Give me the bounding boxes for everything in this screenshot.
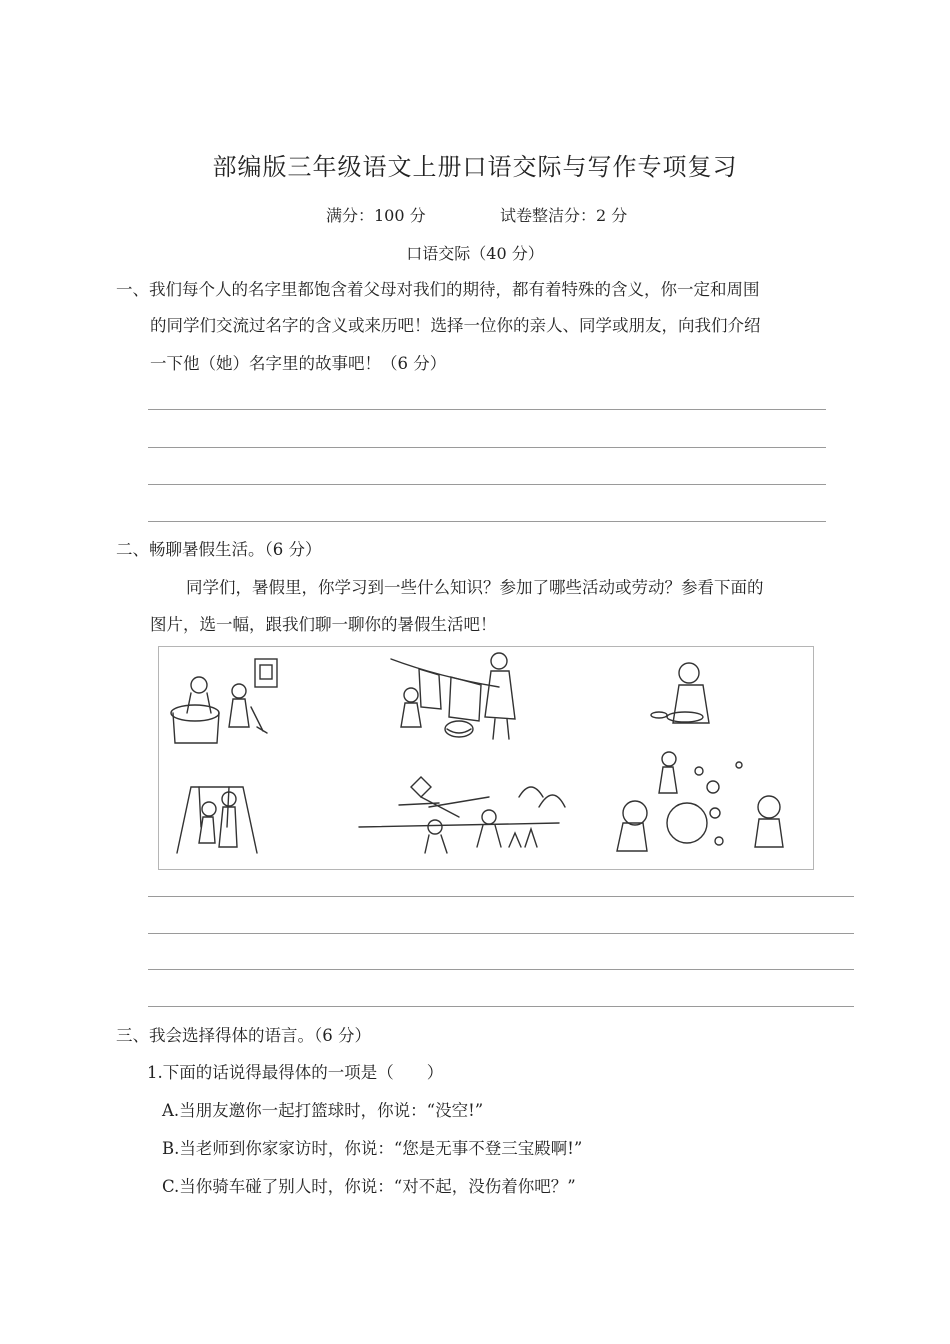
q1-line-3: 一下他（她）名字里的故事吧！（6 分）	[150, 354, 447, 373]
q3-subquestion: 1.下面的话说得最得体的一项是（ ）	[147, 1063, 444, 1082]
q2-heading: 二、畅聊暑假生活。（6 分）	[116, 540, 322, 559]
cooking-illustration	[651, 663, 709, 723]
answer-line[interactable]	[148, 969, 854, 970]
answer-line[interactable]	[148, 447, 826, 448]
housework-illustration	[171, 659, 277, 743]
bubbles-illustration	[617, 752, 783, 851]
neatness-score: 试卷整洁分：2 分	[500, 206, 628, 225]
q1-line-1: 一、我们每个人的名字里都饱含着父母对我们的期待，都有着特殊的含义，你一定和周围	[116, 280, 760, 299]
q2-line-2: 图片，选一幅，跟我们聊一聊你的暑假生活吧！	[150, 615, 497, 634]
summer-illustrations	[158, 646, 814, 870]
q2-line-1: 同学们，暑假里，你学习到一些什么知识？参加了哪些活动或劳动？参看下面的	[186, 578, 764, 597]
document-title: 部编版三年级语文上册口语交际与写作专项复习	[212, 153, 738, 181]
option-c[interactable]: C.当你骑车碰了别人时，你说：“对不起，没伤着你吧？”	[162, 1177, 576, 1196]
full-score: 满分：100 分	[326, 206, 426, 225]
answer-line[interactable]	[148, 933, 854, 934]
answer-line[interactable]	[148, 1006, 854, 1007]
answer-line[interactable]	[148, 484, 826, 485]
q3-heading: 三、我会选择得体的语言。（6 分）	[116, 1026, 371, 1045]
q1-line-2: 的同学们交流过名字的含义或来历吧！选择一位你的亲人、同学或朋友，向我们介绍	[150, 316, 761, 335]
section-heading: 口语交际（40 分）	[406, 244, 544, 263]
laundry-illustration	[391, 653, 515, 739]
answer-line[interactable]	[148, 896, 854, 897]
kite-flying-illustration	[359, 777, 565, 853]
swing-illustration	[177, 787, 257, 853]
option-b[interactable]: B.当老师到你家家访时，你说：“您是无事不登三宝殿啊!”	[162, 1139, 583, 1158]
answer-line[interactable]	[148, 521, 826, 522]
answer-line[interactable]	[148, 409, 826, 410]
option-a[interactable]: A.当朋友邀你一起打篮球时，你说：“没空!”	[162, 1101, 484, 1120]
